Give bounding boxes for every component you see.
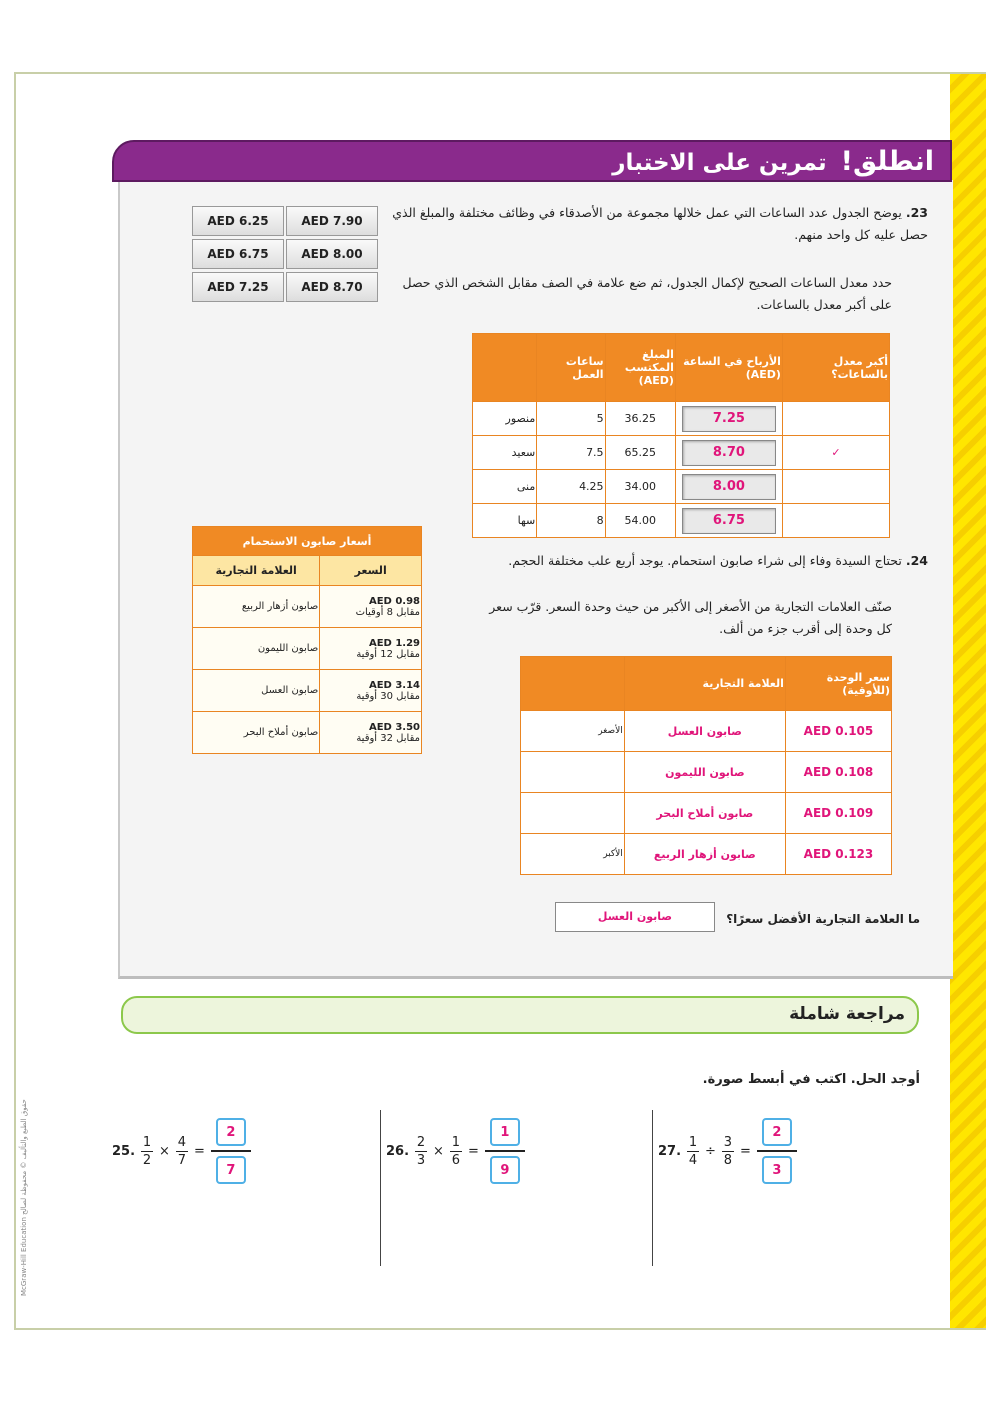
denominator: 8 [723, 1152, 733, 1168]
rank-label: الأصغر [521, 711, 625, 752]
rate-answer[interactable]: 6.75 [682, 508, 776, 534]
denominator: 2 [142, 1152, 152, 1168]
choice-tile[interactable]: AED 7.25 [192, 272, 284, 302]
col-rate: الأرباح في الساعة (AED) [675, 334, 782, 402]
table-row [521, 711, 892, 752]
divider [380, 1110, 381, 1266]
name-cell: منى [473, 470, 537, 504]
col-price: السعر [320, 556, 422, 586]
numerator: 3 [723, 1134, 733, 1150]
rate-answer[interactable]: 8.70 [682, 440, 776, 466]
name-cell: سها [473, 504, 537, 538]
price-value: AED 1.29 [368, 637, 420, 649]
unit-price-answer[interactable]: AED 0.123 [785, 834, 891, 875]
answer-choices [192, 206, 378, 302]
rank-label: الأكبر [521, 834, 625, 875]
table-row [193, 670, 422, 712]
answer-denominator[interactable]: 9 [490, 1156, 520, 1184]
table-row [473, 402, 890, 436]
copyright-note: McGraw-Hill Education حقوق الطبع والتأليف © محفوظة لصالح [20, 1099, 28, 1296]
problem-25 [112, 1118, 251, 1184]
choice-tile[interactable]: AED 8.00 [286, 239, 378, 269]
q23-text1: يوضح الجدول عدد الساعات التي عمل خلالها مجموعة من الأصدقاء في وظائف مختلفة والمبلغ الذي حصل عليه كل واحد منهم. [392, 205, 928, 242]
denominator: 7 [177, 1152, 187, 1168]
col-brand: العلامة التجارية [193, 556, 320, 586]
fraction [722, 1135, 734, 1168]
rate-answer[interactable]: 7.25 [682, 406, 776, 432]
table-row [193, 712, 422, 754]
table-row [193, 628, 422, 670]
hours-cell: 5 [537, 402, 605, 436]
q24-text2: صنّف العلامات التجارية من الأصغر إلى الأكبر من حيث وحدة السعر. قرّب سعر كل وحدة إلى أقرب جزء من ألف. [489, 599, 892, 636]
price-value: AED 3.14 [368, 679, 420, 691]
price-pack: مقابل 12 أوقية [356, 648, 420, 660]
col-hours: ساعات العمل [537, 334, 605, 402]
review-banner [121, 996, 919, 1034]
problem-number: 25. [112, 1143, 136, 1159]
denominator: 3 [416, 1152, 426, 1168]
brand-answer[interactable]: صابون الليمون [624, 752, 785, 793]
table-row [521, 793, 892, 834]
rate-answer[interactable]: 8.00 [682, 474, 776, 500]
table-row [193, 586, 422, 628]
check-cell[interactable] [782, 470, 889, 504]
choice-tile[interactable]: AED 7.90 [286, 206, 378, 236]
table-row [473, 436, 890, 470]
check-cell[interactable] [782, 402, 889, 436]
col-rank [521, 657, 625, 711]
earned-cell: 34.00 [605, 470, 675, 504]
brand-answer[interactable]: صابون أملاح البحر [624, 793, 785, 834]
banner-title-sub: تمرين على الاختبار [612, 150, 827, 176]
brand-name: صابون الليمون [193, 628, 320, 670]
answer-denominator[interactable]: 7 [216, 1156, 246, 1184]
table-row [521, 834, 892, 875]
operator: × [159, 1143, 170, 1159]
unit-price-answer[interactable]: AED 0.105 [785, 711, 891, 752]
q24-number: 24. [905, 553, 928, 568]
check-cell[interactable] [782, 504, 889, 538]
q23-number: 23. [905, 205, 928, 220]
hours-cell: 7.5 [537, 436, 605, 470]
earned-cell: 54.00 [605, 504, 675, 538]
col-earned: المبلغ المكتسب (AED) [605, 334, 675, 402]
equals-sign: = [739, 1143, 751, 1159]
name-cell: سعيد [473, 436, 537, 470]
choice-tile[interactable]: AED 6.25 [192, 206, 284, 236]
fraction [415, 1135, 427, 1168]
practice-banner [112, 140, 952, 182]
col-name [473, 334, 537, 402]
unit-price-answer[interactable]: AED 0.109 [785, 793, 891, 834]
problem-26 [386, 1118, 525, 1184]
operator: ÷ [705, 1143, 716, 1159]
decorative-stripe [950, 74, 986, 1328]
brand-name: صابون أملاح البحر [193, 712, 320, 754]
earned-cell: 65.25 [605, 436, 675, 470]
price-pack: مقابل 32 أوقية [356, 732, 420, 744]
numerator: 1 [142, 1134, 152, 1150]
q24-text [470, 550, 928, 572]
brand-name: صابون العسل [193, 670, 320, 712]
problem-27 [658, 1118, 797, 1184]
hours-cell: 4.25 [537, 470, 605, 504]
equals-sign: = [467, 1143, 479, 1159]
problem-number: 26. [386, 1143, 410, 1159]
problem-number: 27. [658, 1143, 682, 1159]
answer-numerator[interactable]: 2 [762, 1118, 792, 1146]
choice-tile[interactable]: AED 8.70 [286, 272, 378, 302]
table-row [473, 470, 890, 504]
name-cell: منصور [473, 402, 537, 436]
rank-label [521, 793, 625, 834]
answer-denominator[interactable]: 3 [762, 1156, 792, 1184]
answer-fraction [485, 1118, 525, 1184]
answer-fraction [757, 1118, 797, 1184]
price-value: AED 3.50 [368, 721, 420, 733]
hours-cell: 8 [537, 504, 605, 538]
best-answer-box[interactable]: صابون العسل [555, 902, 715, 932]
numerator: 4 [177, 1134, 187, 1150]
col-unit: سعر الوحدة (للأوقية) [785, 657, 891, 711]
q24-text1: تحتاج السيدة وفاء إلى شراء صابون استحمام. يوجد أربع علب مختلفة الحجم. [508, 553, 902, 568]
choice-tile[interactable]: AED 6.75 [192, 239, 284, 269]
price-pack: مقابل 30 أوقية [356, 690, 420, 702]
fraction [687, 1135, 699, 1168]
numerator: 2 [416, 1134, 426, 1150]
numerator: 1 [451, 1134, 461, 1150]
earned-cell: 36.25 [605, 402, 675, 436]
brand-answer[interactable]: صابون أزهار الربيع [624, 834, 785, 875]
table-row [473, 504, 890, 538]
col-highest: أكبر معدل بالساعات؟ [782, 334, 889, 402]
answer-numerator[interactable]: 2 [216, 1118, 246, 1146]
review-instruction: أوجد الحل. اكتب في أبسط صورة. [702, 1072, 920, 1087]
table-row [521, 752, 892, 793]
divider [652, 1110, 653, 1266]
best-question: ما العلامة التجارية الأفضل سعرًا؟ [726, 912, 920, 926]
soap-prices-table [192, 526, 422, 754]
fraction [450, 1135, 462, 1168]
review-title: مراجعة شاملة [789, 1004, 905, 1024]
fraction [176, 1135, 188, 1168]
equals-sign: = [193, 1143, 205, 1159]
fraction [141, 1135, 153, 1168]
operator: × [433, 1143, 444, 1159]
soap-table-title: أسعار صابون الاستحمام [193, 527, 422, 556]
col-brand: العلامة التجارية [624, 657, 785, 711]
price-value: AED 0.98 [368, 595, 420, 607]
brand-name: صابون أزهار الربيع [193, 586, 320, 628]
price-pack: مقابل 8 أوقيات [355, 606, 420, 618]
rank-label [521, 752, 625, 793]
q23-text2: حدد معدل الساعات الصحيح لإكمال الجدول، ثم ضع علامة في الصف مقابل الشخص الذي حصل على أكبر معدل بالساعات. [402, 275, 892, 312]
answer-fraction [211, 1118, 251, 1184]
denominator: 4 [688, 1152, 698, 1168]
check-cell[interactable]: ✓ [782, 436, 889, 470]
denominator: 6 [451, 1152, 461, 1168]
numerator: 1 [688, 1134, 698, 1150]
unit-price-answer[interactable]: AED 0.108 [785, 752, 891, 793]
banner-title-main: انطلق! [840, 146, 934, 177]
answer-numerator[interactable]: 1 [490, 1118, 520, 1146]
q23-text [388, 202, 928, 246]
brand-answer[interactable]: صابون العسل [624, 711, 785, 752]
earnings-table [472, 333, 890, 538]
unit-price-table [520, 656, 892, 875]
